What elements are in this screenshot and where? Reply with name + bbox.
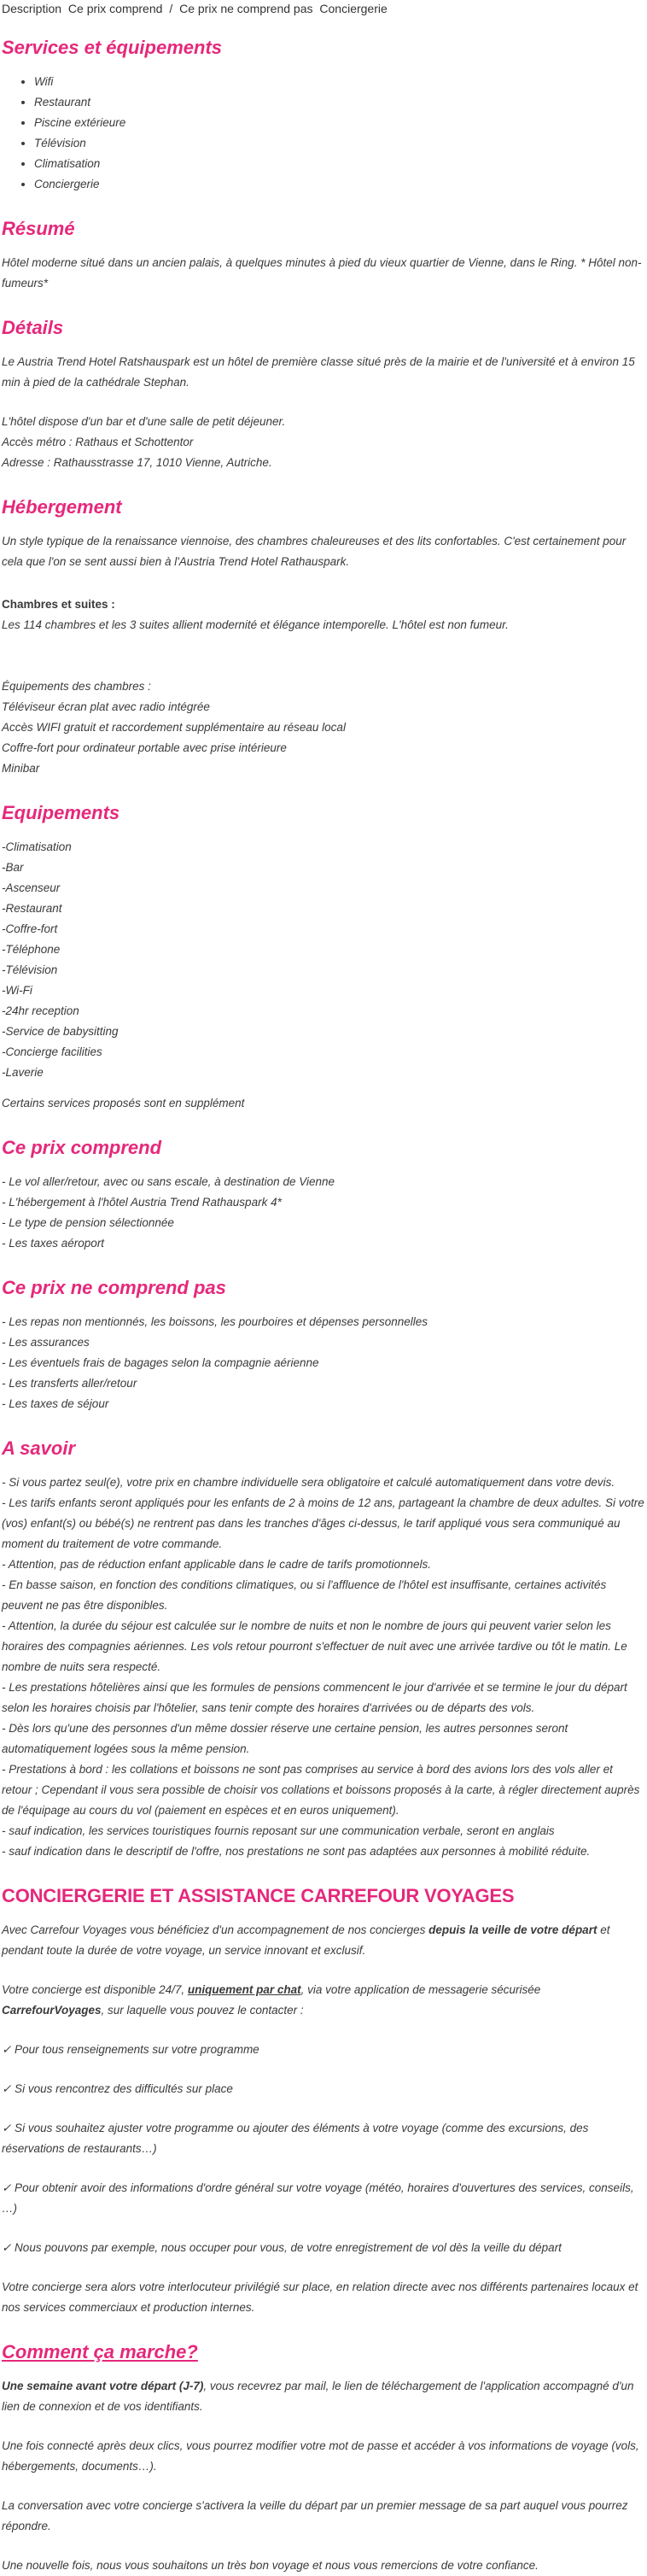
equipements-note: Certains services proposés sont en supplément: [2, 1097, 245, 1109]
details-title: Détails: [2, 317, 64, 338]
equipement-line: Minibar: [2, 762, 40, 775]
comment-title: Comment ça marche?: [2, 2341, 198, 2362]
list-item: - Les repas non mentionnés, les boissons, les pourboires et dépenses personnelles: [2, 1315, 428, 1328]
list-item: -Restaurant: [2, 902, 62, 915]
list-item: -Climatisation: [2, 840, 72, 853]
equipement-line: Accès WIFI gratuit et raccordement supplémentaire au réseau local: [2, 721, 346, 734]
check-item: ✓ Si vous rencontrez des difficultés sur place: [2, 2082, 233, 2095]
hebergement-section: [2, 495, 645, 779]
comment-step-3: La conversation avec votre concierge s'activera la veille du départ par un premier message de sa part auquel vous pourrez répondre.: [2, 2499, 628, 2532]
check-item: ✓ Pour tous renseignements sur votre programme: [2, 2043, 259, 2056]
check-item: ✓ Nous pouvons par exemple, nous occuper pour vous, de votre enregistrement de vol dès la veille du départ: [2, 2241, 562, 2254]
ne-comprend-section: [2, 1276, 645, 1414]
list-item: - Dès lors qu'une des personnes d'un même dossier réserve une certaine pension, les autres personnes seront automatiquement logées sous la même pension.: [2, 1722, 568, 1755]
savoir-title: A savoir: [2, 1437, 76, 1459]
details-address: Adresse : Rathausstrasse 17, 1010 Vienne, Autriche.: [2, 456, 272, 469]
list-item: -Concierge facilities: [2, 1045, 102, 1058]
services-list: [2, 72, 645, 195]
tab-separator: /: [169, 2, 173, 15]
comment-step-1: [2, 2376, 645, 2417]
list-item: -Télévision: [2, 963, 58, 976]
concierge-title: CONCIERGERIE ET ASSISTANCE CARREFOUR VOYAGES: [2, 1885, 515, 1906]
text-span: Avec Carrefour Voyages vous bénéficiez d'un accompagnement de nos concierges: [2, 1923, 429, 1936]
equipements-section: [2, 801, 645, 1114]
services-section: [2, 36, 645, 195]
list-item: - Attention, pas de réduction enfant applicable dans le cadre de tarifs promotionnels.: [2, 1558, 432, 1571]
list-item: -Service de babysitting: [2, 1025, 119, 1038]
equipement-line: Coffre-fort pour ordinateur portable avec prise intérieure: [2, 741, 287, 754]
list-item: - L'hébergement à l'hôtel Austria Trend Rathauspark 4*: [2, 1196, 282, 1209]
chambres-text: Les 114 chambres et les 3 suites allient modernité et élégance intemporelle. L'hôtel est non fumeur.: [2, 618, 509, 631]
tab-conciergerie[interactable]: Conciergerie: [319, 2, 388, 15]
text-span: Votre concierge est disponible 24/7,: [2, 1983, 188, 1996]
list-item: - Les transferts aller/retour: [2, 1377, 137, 1390]
tab-ce-prix-comprend[interactable]: Ce prix comprend: [67, 2, 163, 15]
text-bold: Une semaine avant votre départ (J-7): [2, 2380, 204, 2392]
list-item: - Le type de pension sélectionnée: [2, 1216, 174, 1229]
concierge-availability: [2, 1980, 645, 2021]
text-bold: depuis la veille de votre départ: [428, 1923, 597, 1936]
chambres-label: Chambres et suites :: [2, 598, 115, 611]
savoir-section: [2, 1437, 645, 1862]
concierge-section: [2, 1884, 645, 2318]
list-item: - Les tarifs enfants seront appliqués pour les enfants de 2 à moins de 12 ans, partageant la chambre de deux adultes. Si votre (vos) enfant(s) ou bébé(s) ne rentrent pas dans les tranches d'âges ci-dessus, le tarif appliqué vous sera communiqué au moment du traitement de votre commande.: [2, 1496, 644, 1550]
resume-title: Résumé: [2, 218, 75, 239]
comment-section: [2, 2340, 645, 2576]
list-item: - sauf indication, les services touristiques fournis reposant sur une communication verbale, seront en anglais: [2, 1824, 555, 1837]
check-item: ✓ Si vous souhaitez ajuster votre programme ou ajouter des éléments à votre voyage (comme des excursions, des réservations de restaurants…): [2, 2122, 589, 2155]
list-item: • Conciergerie: [34, 174, 645, 195]
list-item: • Piscine extérieure: [34, 113, 645, 133]
details-line: L'hôtel dispose d'un bar et d'une salle de petit déjeuner.: [2, 415, 286, 428]
tab-ce-prix-ne-comprend-pas[interactable]: Ce prix ne comprend pas: [179, 2, 313, 15]
list-item: -24hr reception: [2, 1004, 79, 1017]
comment-step-2: Une fois connecté après deux clics, vous pourrez modifier votre mot de passe et accéder à vos informations de voyage (vols, hébergements, documents…).: [2, 2439, 639, 2473]
list-item: • Wifi: [34, 72, 645, 92]
hebergement-title: Hébergement: [2, 496, 122, 518]
comprend-section: [2, 1136, 645, 1254]
concierge-intro: [2, 1920, 645, 1961]
list-item: -Coffre-fort: [2, 922, 58, 935]
concierge-closing: Votre concierge sera alors votre interlocuteur privilégié sur place, en relation directe avec nos différents partenaires locaux et nos services commerciaux et production internes.: [2, 2280, 638, 2314]
tab-bar: [2, 0, 645, 17]
list-item: - Prestations à bord : les collations et boissons ne sont pas comprises au service à bord des avions lors des vols aller et retour ; Cependant il vous sera possible de choisir vos collations et boissons proposés à la carte, à régler directement auprès de l'équipage au cours du vol (paiement en espèces et en euros uniquement).: [2, 1763, 640, 1817]
list-item: - Les prestations hôtelières ainsi que les formules de pensions commencent le jour d'arrivée et se termine le jour du départ selon les horaires choisis par l'hôtelier, sans tenir compte des horaires d'arrivées ou de départs des vols.: [2, 1681, 627, 1714]
list-item: • Climatisation: [34, 154, 645, 174]
resume-text: Hôtel moderne situé dans un ancien palais, à quelques minutes à pied du vieux quartier de Vienne, dans le Ring. * Hôtel non-fumeurs*: [2, 256, 642, 290]
text-span: et pendant toute la durée de votre voyage, un service innovant et exclusif.: [2, 1923, 610, 1957]
ne-comprend-title: Ce prix ne comprend pas: [2, 1277, 226, 1298]
equipement-line: Téléviseur écran plat avec radio intégrée: [2, 700, 210, 713]
details-paragraph: Le Austria Trend Hotel Ratshauspark est un hôtel de première classe situé près de la mairie et de l'université et à environ 15 min à pied de la cathédrale Stephan.: [2, 355, 635, 389]
list-item: -Wi-Fi: [2, 984, 32, 997]
equipements-title: Equipements: [2, 802, 120, 823]
text-span: , via votre application de messagerie sécurisée: [300, 1983, 541, 1996]
app-name: CarrefourVoyages: [2, 2004, 102, 2017]
list-item: - En basse saison, en fonction des conditions climatiques, ou si l'affluence de l'hôtel est insuffisante, certaines activités peuvent ne pas être disponibles.: [2, 1578, 607, 1612]
comment-closing: Une nouvelle fois, nous vous souhaitons un très bon voyage et nous vous remercions de votre confiance.: [2, 2559, 539, 2572]
list-item: - Les assurances: [2, 1336, 90, 1349]
text-span: , vous recevrez par mail, le lien de téléchargement de l'application accompagné d'un lien de connexion et de vos identifiants.: [2, 2380, 634, 2413]
list-item: • Restaurant: [34, 92, 645, 113]
check-item: ✓ Pour obtenir avoir des informations d'ordre général sur votre voyage (météo, horaires d'ouvertures des services, conseils, …): [2, 2181, 634, 2215]
services-title: Services et équipements: [2, 37, 223, 58]
text-span: , sur laquelle vous pouvez le contacter :: [101, 2004, 304, 2017]
list-item: -Téléphone: [2, 943, 61, 956]
list-item: - Les taxes de séjour: [2, 1397, 109, 1410]
list-item: -Ascenseur: [2, 881, 61, 894]
list-item: - Les éventuels frais de bagages selon la compagnie aérienne: [2, 1356, 319, 1369]
list-item: - Le vol aller/retour, avec ou sans escale, à destination de Vienne: [2, 1175, 335, 1188]
list-item: - sauf indication dans le descriptif de l'offre, nos prestations ne sont pas adaptées aux personnes à mobilité réduite.: [2, 1845, 591, 1858]
list-item: - Attention, la durée du séjour est calculée sur le nombre de nuits et non le nombre de jours qui peuvent varier selon les horaires des compagnies aériennes. Les vols retour pourront s'effectuer de nuit avec une arrivée tardive ou tôt le matin. Le nombre de nuits sera respecté.: [2, 1619, 627, 1673]
list-item: • Télévision: [34, 133, 645, 154]
list-item: - Les taxes aéroport: [2, 1237, 105, 1250]
tab-description[interactable]: Description: [2, 2, 62, 15]
resume-section: [2, 217, 645, 294]
comprend-title: Ce prix comprend: [2, 1137, 162, 1158]
details-line: Accès métro : Rathaus et Schottentor: [2, 436, 194, 448]
list-item: -Laverie: [2, 1066, 44, 1079]
text-bold-underline: uniquement par chat: [187, 1983, 301, 1996]
list-item: -Bar: [2, 861, 24, 874]
list-item: - Si vous partez seul(e), votre prix en chambre individuelle sera obligatoire et calculé automatiquement dans votre devis.: [2, 1476, 615, 1489]
equipements-chambres-label: Équipements des chambres :: [2, 680, 151, 693]
details-section: [2, 316, 645, 473]
hebergement-paragraph: Un style typique de la renaissance viennoise, des chambres chaleureuses et des lits confortables. C'est certainement pour cela que l'on se sent aussi bien à l'Austria Trend Hotel Rathauspark.: [2, 535, 627, 568]
